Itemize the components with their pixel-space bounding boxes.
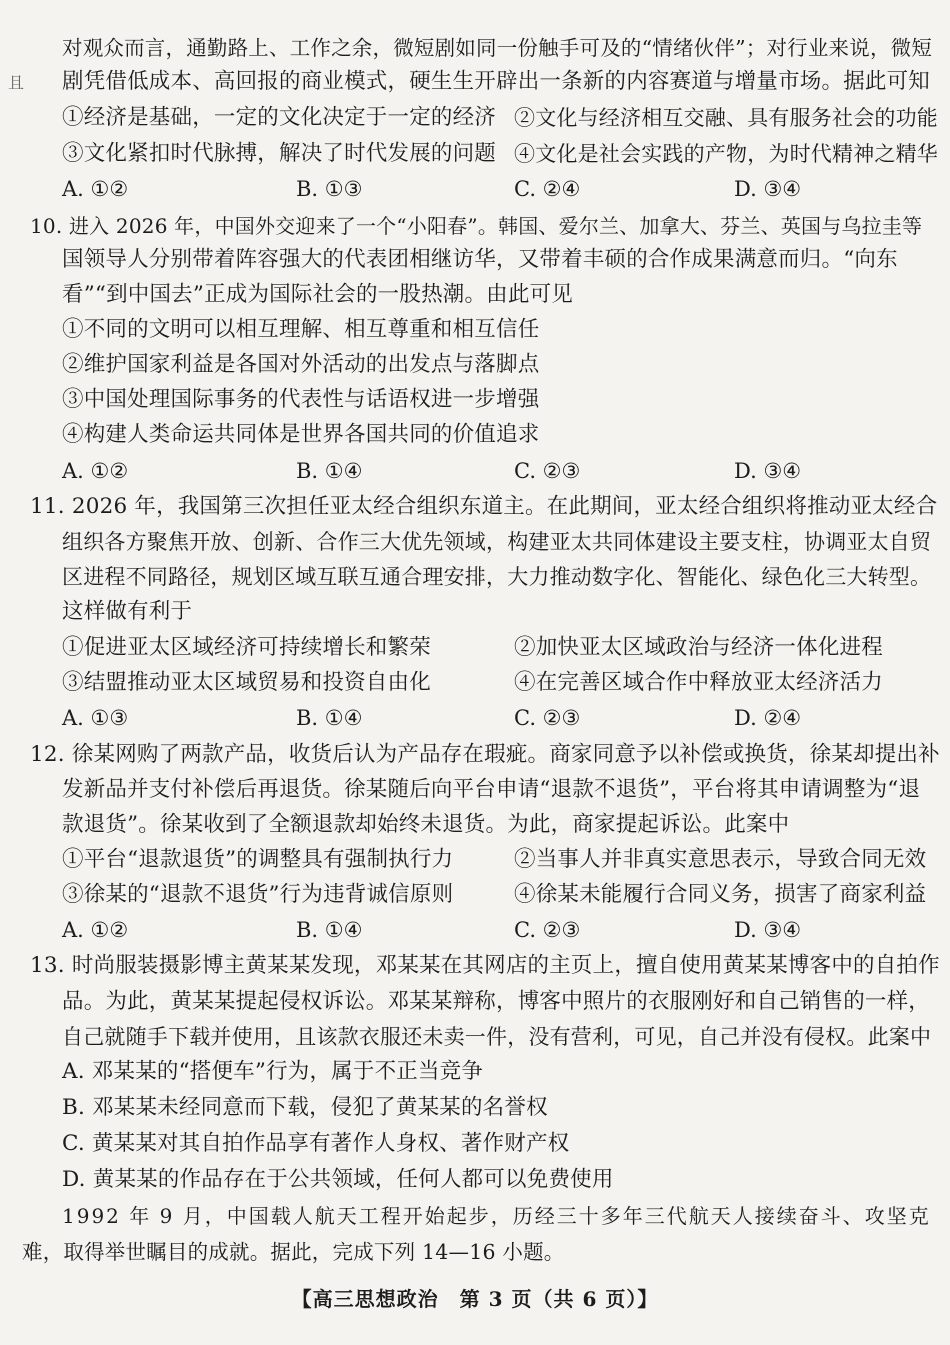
q11-stem-line-4: 这样做有利于: [62, 599, 193, 624]
q9-option-3: ③文化紧扣时代脉搏，解决了时代发展的问题: [62, 141, 497, 166]
intro-line-1: 1992 年 9 月，中国载人航天工程开始起步，历经三十多年三代航天人接续奋斗、攻坚克: [62, 1204, 931, 1228]
q13-stem-line-3: 自己就随手下载并使用，且该款衣服还未卖一件，没有营利，可见，自己并没有侵权。此案中: [62, 1025, 932, 1049]
q9-choice-b: B. ①③: [296, 177, 363, 201]
q12-stem-line-3: 款退货”。徐某收到了全额退款却始终未退货。为此，商家提起诉讼。此案中: [62, 812, 790, 837]
q13-choice-c: C. 黄某某对其自拍作品享有著作人身权、著作财产权: [62, 1131, 570, 1156]
q11-stem-line-2: 组织各方聚焦开放、创新、合作三大优先领域，构建亚太共同体建设主要支柱，协调亚太自贸: [62, 530, 932, 554]
q9-choice-d: D. ③④: [734, 177, 802, 201]
q10-stem-line-1: 10. 进入 2026 年，中国外交迎来了一个“小阳春”。韩国、爱尔兰、加拿大、芬兰、英国与乌拉圭等: [30, 214, 923, 238]
q10-option-1: ①不同的文明可以相互理解、相互尊重和相互信任: [62, 317, 540, 342]
margin-mark: 且: [8, 73, 25, 92]
q10-option-4: ④构建人类命运共同体是世界各国共同的价值追求: [62, 422, 540, 447]
q10-stem-line-3: 看”“到中国去”正成为国际社会的一股热潮。由此可见: [62, 282, 573, 307]
q11-stem-line-1: 11. 2026 年，我国第三次担任亚太经合组织东道主。在此期间，亚太经合组织将推动亚太经合: [30, 494, 938, 519]
q12-choice-c: C. ②③: [514, 918, 581, 942]
q11-choice-d: D. ②④: [734, 706, 802, 730]
q11-option-2: ②加快亚太区域政治与经济一体化进程: [514, 635, 883, 660]
intro-line-2: 难，取得举世瞩目的成就。据此，完成下列 14—16 小题。: [22, 1240, 565, 1264]
q12-stem-line-1: 12. 徐某网购了两款产品，收货后认为产品存在瑕疵。商家同意予以补偿或换货，徐某却提出补: [30, 742, 940, 767]
q10-option-2: ②维护国家利益是各国对外活动的出发点与落脚点: [62, 352, 540, 377]
q11-choice-b: B. ①④: [296, 706, 363, 730]
q9-option-4: ④文化是社会实践的产物，为时代精神之精华: [514, 142, 938, 166]
q12-option-3: ③徐某的“退款不退货”行为违背诚信原则: [62, 882, 454, 907]
q12-choice-d: D. ③④: [734, 918, 802, 942]
q11-option-3: ③结盟推动亚太区域贸易和投资自由化: [62, 670, 431, 695]
q9-option-1: ①经济是基础，一定的文化决定于一定的经济: [62, 105, 497, 130]
q12-option-4: ④徐某未能履行合同义务，损害了商家利益: [514, 882, 927, 907]
q12-stem-line-2: 发新品并支付补偿后再退货。徐某随后向平台申请“退款不退货”，平台将其申请调整为“退: [62, 777, 921, 802]
q9-choice-a: A. ①②: [62, 177, 129, 201]
q12-choice-b: B. ①④: [296, 918, 363, 942]
q11-option-4: ④在完善区域合作中释放亚太经济活力: [514, 670, 883, 695]
q11-option-1: ①促进亚太区域经济可持续增长和繁荣: [62, 635, 431, 660]
q10-stem-line-2: 国领导人分别带着阵容强大的代表团相继访华，又带着丰硕的合作成果满意而归。“向东: [62, 247, 898, 272]
q9-choice-c: C. ②④: [514, 177, 581, 201]
q12-option-1: ①平台“退款退货”的调整具有强制执行力: [62, 847, 454, 872]
q10-choice-b: B. ①④: [296, 459, 363, 483]
q10-option-3: ③中国处理国际事务的代表性与话语权进一步增强: [62, 387, 540, 412]
q11-choice-c: C. ②③: [514, 706, 581, 730]
q10-choice-a: A. ①②: [62, 459, 129, 483]
q13-choice-a: A. 邓某某的“搭便车”行为，属于不正当竞争: [62, 1059, 484, 1084]
q9-option-2: ②文化与经济相互交融、具有服务社会的功能: [514, 106, 938, 130]
q11-stem-line-3: 区进程不同路径，规划区域互联互通合理安排，大力推动数字化、智能化、绿色化三大转型。: [62, 565, 932, 589]
q9-stem-line-1: 对观众而言，通勤路上、工作之余，微短剧如同一份触手可及的“情绪伙伴”；对行业来说，微短: [62, 36, 933, 60]
q13-stem-line-2: 品。为此，黄某某提起侵权诉讼。邓某某辩称，博客中照片的衣服刚好和自己销售的一样，: [62, 989, 931, 1014]
q13-choice-d: D. 黄某某的作品存在于公共领域，任何人都可以免费使用: [62, 1167, 614, 1192]
q10-choice-c: C. ②③: [514, 459, 581, 483]
q13-choice-b: B. 邓某某未经同意而下载，侵犯了黄某某的名誉权: [62, 1095, 548, 1120]
page-footer: 【高三思想政治 第 3 页（共 6 页）】: [291, 1287, 659, 1311]
q12-choice-a: A. ①②: [62, 918, 129, 942]
q12-option-2: ②当事人并非真实意思表示，导致合同无效: [514, 847, 927, 872]
q13-stem-line-1: 13. 时尚服装摄影博主黄某某发现，邓某某在其网店的主页上，擅自使用黄某某博客中的自拍作: [30, 953, 940, 978]
q10-choice-d: D. ③④: [734, 459, 802, 483]
q9-stem-line-2: 剧凭借低成本、高回报的商业模式，硬生生开辟出一条新的内容赛道与增量市场。据此可知: [62, 69, 931, 94]
q11-choice-a: A. ①③: [62, 706, 129, 730]
